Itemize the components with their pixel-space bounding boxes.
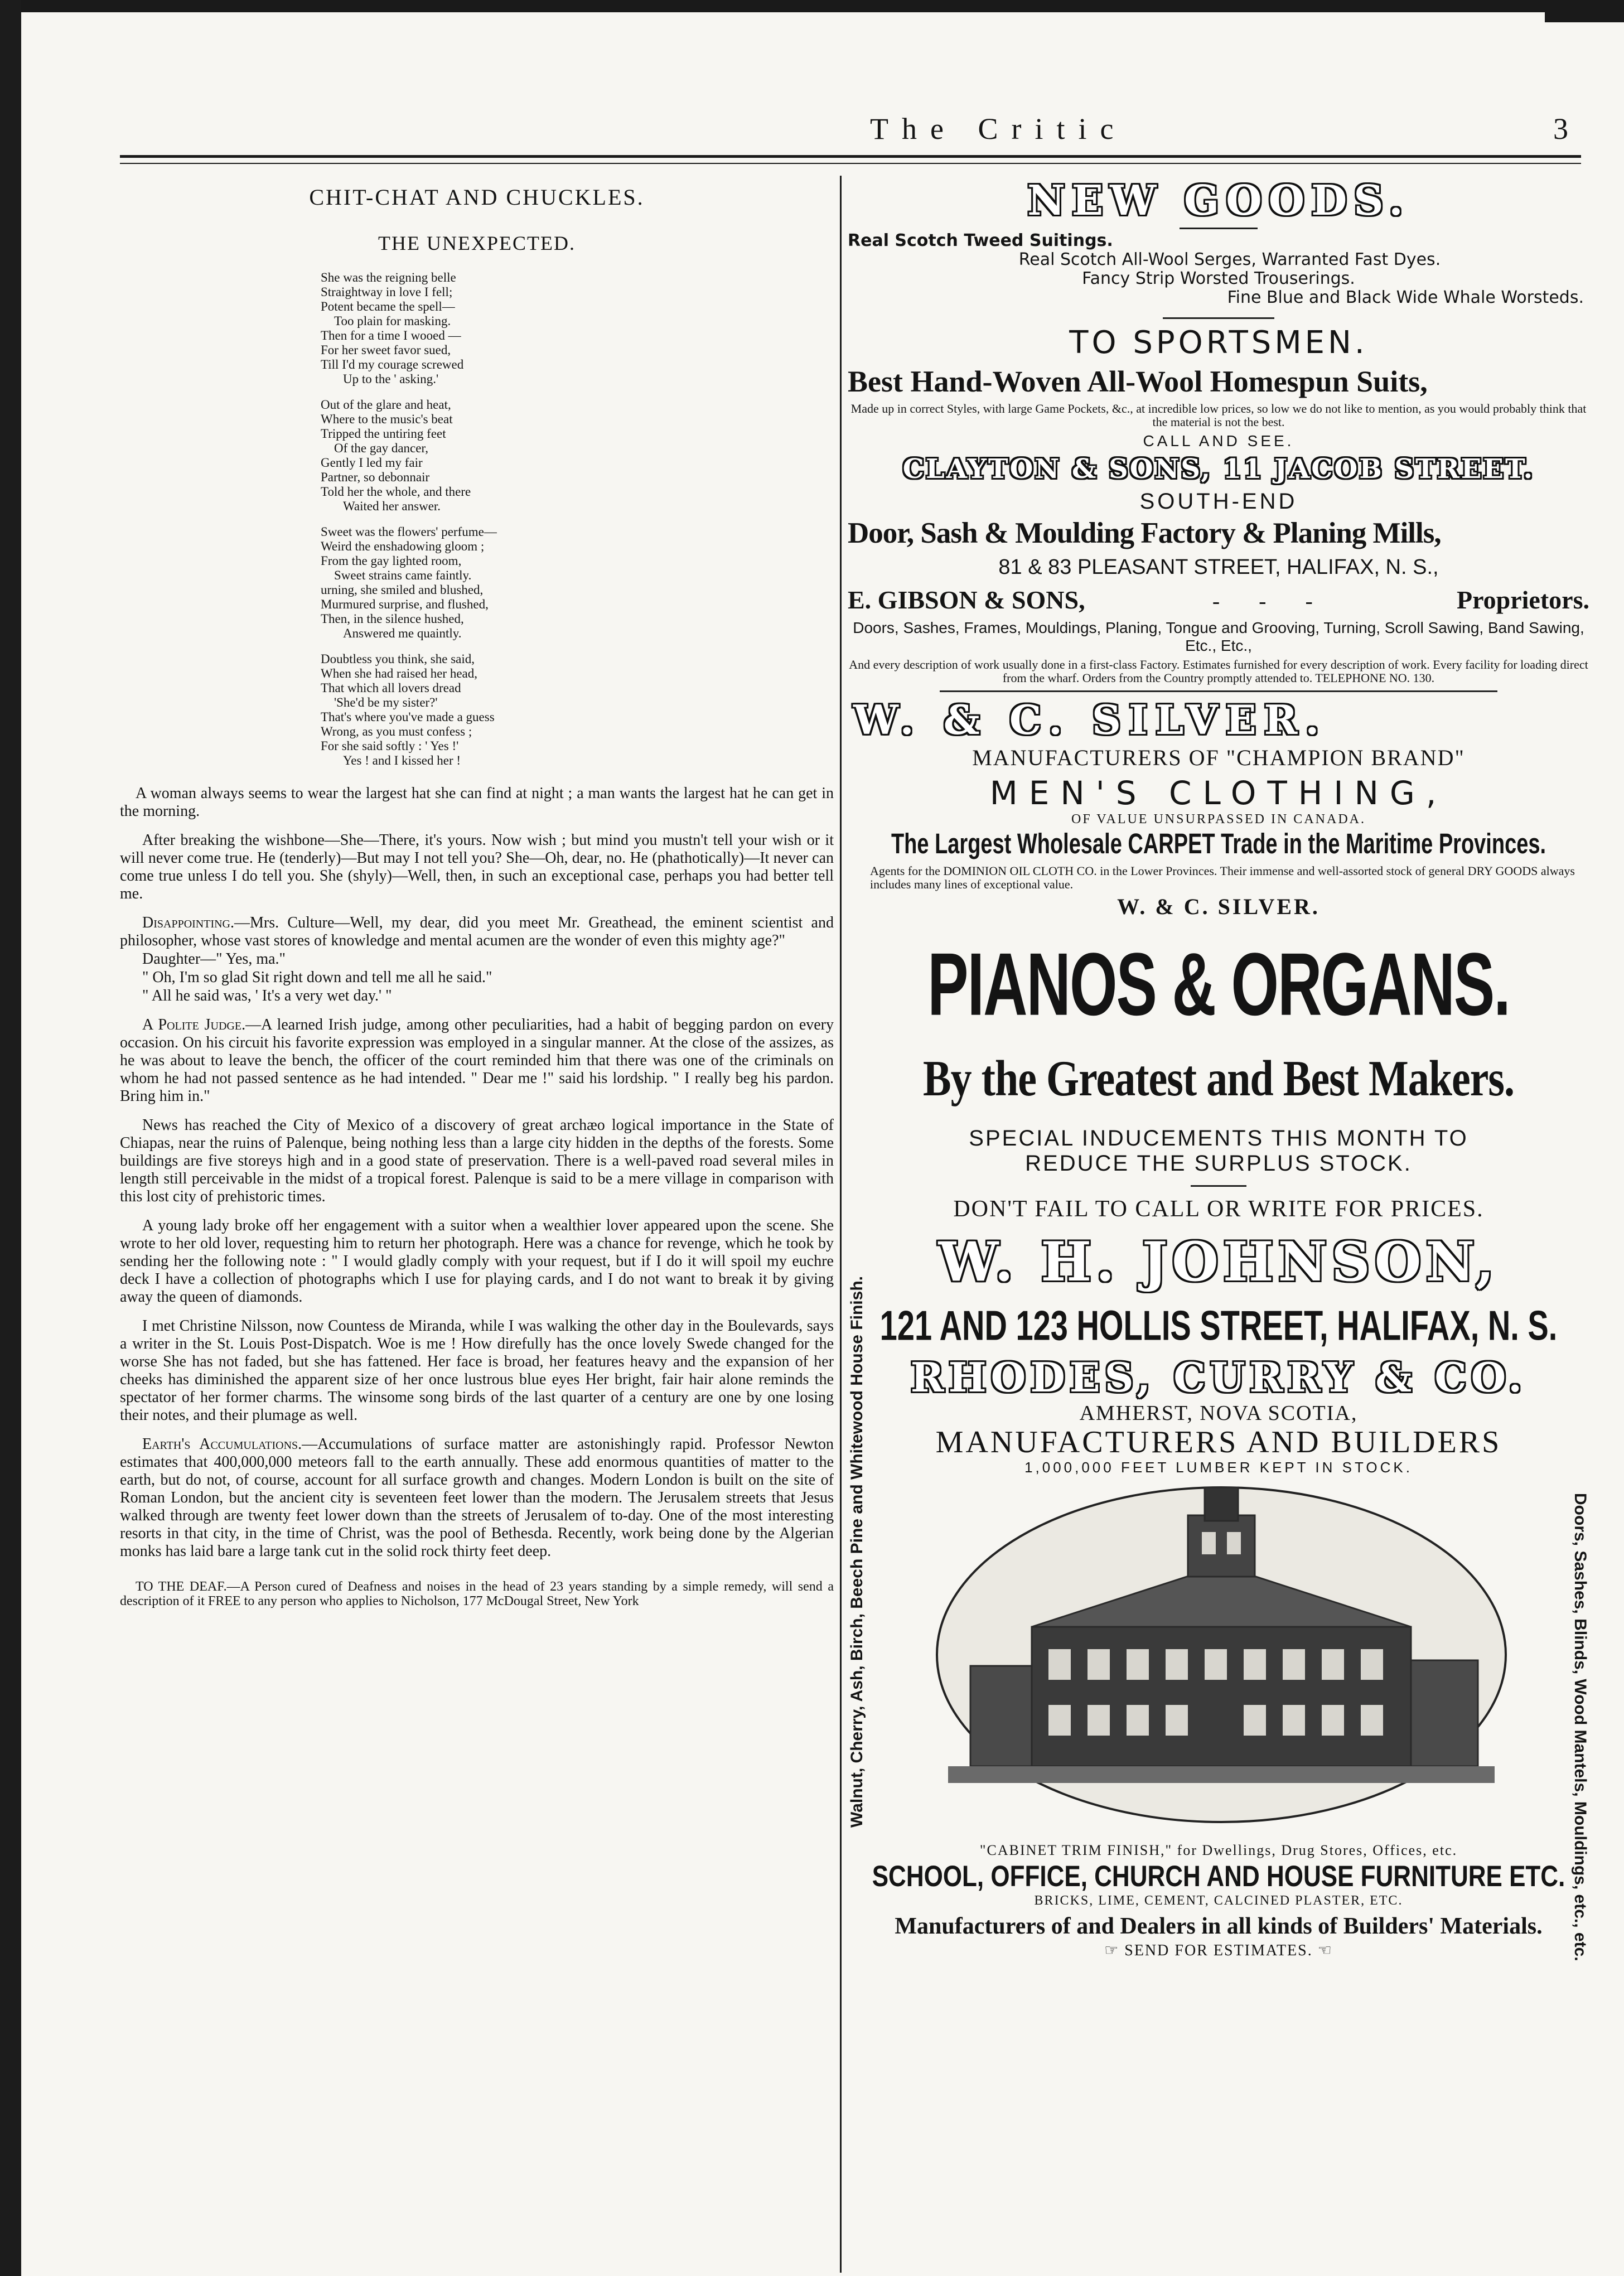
- lumber-stock: 1,000,000 FEET LUMBER KEPT IN STOCK.: [1024, 1459, 1413, 1476]
- paragraph-polite-judge: [120, 1016, 834, 1105]
- paragraph-nilsson: I met Christine Nilsson, now Countess de Miranda, while I was walking the other day in the Boulevards, says a writer in the St. Louis Post-Dispatch. Woe is me ! How direfully has the once lovely Swede changed for the worse She has not faded, but she has fattened. Her face is broad, her features heavy and the expansion of her cheeks has diminished the apparent size of her once lustrous blue eyes Her bright, fair hair alone reminds the spectator of her former charms. The winsome song birds of the last quarter of a century are one by one losing their notes, and their plumage as well.: [120, 1317, 834, 1424]
- hollis-address: 121 AND 123 HOLLIS STREET, HALIFAX, N. S.: [879, 1301, 1558, 1349]
- poem-stanza: [321, 525, 633, 641]
- send-estimates-label: SEND FOR ESTIMATES.: [1124, 1942, 1313, 1959]
- amherst-line: AMHERST, NOVA SCOTIA,: [1079, 1402, 1358, 1425]
- doors-sashes-vertical: Doors, Sashes, Blinds, Wood Mantels, Mouldings, etc., etc.: [1571, 1493, 1589, 1961]
- paragraph-hats: A woman always seems to wear the largest hat she can find at night ; a man wants the largest hat he can get in the morning.: [120, 785, 834, 820]
- paragraph-accumulations: [120, 1436, 834, 1560]
- header-rule-thin: [120, 163, 1581, 164]
- poem-line: Sweet was the flowers' perfume—: [321, 525, 497, 539]
- scan-top-gap: [0, 12, 1545, 22]
- dialogue-line: Daughter—" Yes, ma.": [142, 950, 286, 968]
- poem-line: Doubtless you think, she said,: [321, 652, 475, 666]
- silver-signature: W. & C. SILVER.: [1117, 894, 1320, 919]
- sportsmen-heading: TO SPORTSMEN.: [1069, 325, 1368, 361]
- divider: [1163, 317, 1274, 319]
- poem-line: Murmured surprise, and flushed,: [321, 597, 489, 611]
- goods-line: Real Scotch All-Wool Serges, Warranted Fast Dyes.: [1018, 250, 1441, 269]
- poem-line: Tripped the untiring feet: [321, 427, 446, 441]
- run-in-title: Earth's Accumulations.: [142, 1436, 302, 1453]
- poem-line: She was the reigning belle: [321, 270, 456, 284]
- gibson-line: [848, 585, 1589, 615]
- poem-line: Wrong, as you must confess ;: [321, 724, 472, 738]
- house-finish-vertical: Walnut, Cherry, Ash, Birch, Beech Pine and Whitewood House Finish.: [848, 1276, 866, 1828]
- column-rule: [840, 176, 842, 2273]
- champion-brand: MANUFACTURERS OF "CHAMPION BRAND": [972, 745, 1465, 770]
- poem-line: For her sweet favor sued,: [321, 343, 451, 357]
- page-number: 3: [1553, 112, 1568, 146]
- running-title: The Critic: [870, 112, 1127, 146]
- gibson-separator: - - -: [1212, 588, 1330, 613]
- goods-line: Fine Blue and Black Wide Whale Worsteds.: [1227, 288, 1584, 307]
- paragraph-text: —Accumulations of surface matter are astonishingly rapid. Professor Newton estimates that 400,000,000 meteors fall to the earth annually. These add enormous quantities of matter to the earth, but do not, of course, account for all surface growth and changes. Modern London is built on the site of Roman London, but the ancient city is seventeen feet lower than the modern. The Jerusalem streets that Jesus walked through are twenty feet lower down than the streets of Jerusalem of to-day. One of the most interesting resorts in that city, in the time of Christ, was the pool of Bethesda. Recently, work being done by the Algerian monks has laid bare a large tank cut in the solid rock thirty feet deep.: [120, 1436, 834, 1560]
- goods-line: Real Scotch Tweed Suitings.: [848, 231, 1113, 250]
- poem-line: Up to the ' asking.': [343, 372, 439, 386]
- clayton-address: CLAYTON & SONS, 11 JACOB STREET.: [902, 453, 1535, 485]
- poem-stanza: [321, 652, 633, 768]
- every-description: And every description of work usually done in a first-class Factory. Estimates furnished for every description of work. Every facility for loading direct from the wharf. Orders from the Country promptly attended to. TELEPHONE NO. 130.: [849, 658, 1588, 685]
- manufacturers-builders: MANUFACTURERS AND BUILDERS: [935, 1425, 1502, 1460]
- poem-line: Told her the whole, and there: [321, 485, 471, 499]
- call-and-see: CALL AND SEE.: [1143, 432, 1294, 450]
- poem-line: Then, in the silence hushed,: [321, 612, 464, 626]
- send-estimates: [848, 1941, 1589, 1960]
- dialogue-line: " Oh, I'm so glad Sit right down and tell me all he said.": [142, 969, 492, 986]
- run-in-title: A Polite Judge.: [142, 1016, 246, 1033]
- paragraph-disappointing: [120, 914, 834, 950]
- paragraph-text: —A learned Irish judge, among other peculiarities, had a habit of begging pardon on every occasion. On his circuit his favorite expression was employed in a singular manner. At the close of the assizes, as he was about to leave the bench, the officer of the court reminded him that there was one of the criminals on whom he had not passed sentence as he had intended. " Dear me !" said his lordship. " I really beg his pardon. Bring him in.": [120, 1016, 834, 1105]
- poem-line: Waited her answer.: [343, 499, 441, 513]
- school-furniture: SCHOOL, OFFICE, CHURCH AND HOUSE FURNITURE ETC.: [872, 1860, 1565, 1893]
- pointing-hand-icon: ☞: [1104, 1942, 1125, 1959]
- factory-illustration: [926, 1482, 1517, 1828]
- agents-text: Agents for the DOMINION OIL CLOTH CO. in the Lower Provinces. Their immense and well-assorted stock of general DRY GOODS always includes many lines of exceptional value.: [870, 864, 1575, 891]
- poem-line: For she said softly : ' Yes !': [321, 739, 459, 753]
- run-in-title: Disappointing.: [142, 914, 235, 931]
- poem-line: Potent became the spell—: [321, 299, 455, 313]
- proprietors-label: Proprietors.: [1456, 586, 1589, 614]
- divider: [1180, 228, 1258, 229]
- scan-left-border: [0, 0, 21, 2276]
- poem-line: Partner, so debonnair: [321, 470, 430, 484]
- paragraph-mexico: News has reached the City of Mexico of a discovery of great archæo logical importance in the State of Chiapas, near the ruins of Palenque, being nothing less than a large city hidden in the depths of the forests. Some buildings are five storeys high and in a good state of preservation. There is a well-paved road several miles in length still perceivable in the midst of a tropical forest. Palenque is said to be a mere village in comparison with this lost city of prehistoric times.: [120, 1117, 834, 1205]
- new-goods-heading: NEW GOODS.: [1027, 177, 1410, 225]
- poem-line: Where to the music's beat: [321, 412, 453, 426]
- pointing-hand-icon: ☜: [1312, 1942, 1333, 1959]
- poem-line: Sweet strains came faintly.: [334, 568, 472, 582]
- poem-line: Too plain for masking.: [334, 314, 451, 328]
- poem-line: Answered me quaintly.: [343, 626, 462, 640]
- pleasant-street-address: 81 & 83 PLEASANT STREET, HALIFAX, N. S.,: [998, 555, 1439, 579]
- left-column: [120, 178, 834, 1608]
- goods-line: Fancy Strip Worsted Trouserings.: [1082, 269, 1355, 288]
- silver-heading: W. & C. SILVER.: [853, 696, 1327, 743]
- south-end-heading: SOUTH-END: [1139, 489, 1298, 514]
- notice-deaf: TO THE DEAF.—A Person cured of Deafness and noises in the head of 23 years standing by a simple remedy, will send a description of it FREE to any person who applies to Nicholson, 177 McDougal Street, New York: [120, 1579, 834, 1608]
- door-factory-heading: Door, Sash & Moulding Factory & Planing Mills,: [848, 517, 1441, 549]
- rhodes-heading: RHODES, CURRY & CO.: [910, 1354, 1527, 1401]
- best-makers: By the Greatest and Best Makers.: [922, 1050, 1515, 1107]
- poem-line: From the gay lighted room,: [321, 554, 462, 568]
- poem-line: Straightway in love I fell;: [321, 285, 453, 299]
- poem-line: That's where you've made a guess: [321, 710, 495, 724]
- poem-line: Gently I led my fair: [321, 456, 423, 470]
- divider: [1191, 1185, 1246, 1187]
- poem: [321, 270, 633, 768]
- poem-line: Out of the glare and heat,: [321, 398, 451, 412]
- section-heading: CHIT-CHAT AND CHUCKLES.: [309, 185, 645, 210]
- poem-line: That which all lovers dread: [321, 681, 461, 695]
- poem-line: Till I'd my courage screwed: [321, 357, 464, 371]
- divider: [940, 690, 1497, 692]
- carpet-line: The Largest Wholesale CARPET Trade in the Maritime Provinces.: [891, 828, 1546, 861]
- poem-line: Weird the enshadowing gloom ;: [321, 539, 485, 553]
- poem-line: Of the gay dancer,: [334, 441, 428, 455]
- johnson-heading: W. H. JOHNSON,: [938, 1230, 1499, 1293]
- dont-fail-line: DON'T FAIL TO CALL OR WRITE FOR PRICES.: [953, 1196, 1484, 1222]
- homespun-line: Best Hand-Woven All-Wool Homespun Suits,: [848, 365, 1428, 398]
- poem-stanza: [321, 398, 633, 514]
- poem-line: Then for a time I wooed —: [321, 328, 461, 342]
- cabinet-trim-caption: "CABINET TRIM FINISH," for Dwellings, Drug Stores, Offices, etc.: [979, 1842, 1458, 1858]
- poem-line: 'She'd be my sister?': [334, 695, 438, 709]
- bricks-line: BRICKS, LIME, CEMENT, CALCINED PLASTER, ETC.: [1034, 1893, 1403, 1908]
- poem-line: urning, she smiled and blushed,: [321, 583, 484, 597]
- poem-line: When she had raised her head,: [321, 666, 477, 680]
- paragraph-photograph: A young lady broke off her engagement with a suitor when a wealthier lover appeared upon the scene. She wrote to her old lover, requesting him to return her photograph. Here was a chance for revenge, which he took by sending her the following note : " I would gladly comply with your request, but if I do it will spoil my euchre deck I have a collection of photographs which I use for playing cards, and I do not want to break it by giving away the queen of diamonds.: [120, 1217, 834, 1306]
- value-unsurpassed: OF VALUE UNSURPASSED IN CANADA.: [1071, 812, 1366, 827]
- paragraph-text: —Mrs. Culture—Well, my dear, did you meet Mr. Greathead, the eminent scientist and philosopher, whose vast stores of knowledge and mental acumen are the wonder of even this mighty age?": [120, 914, 834, 949]
- homespun-subtext: Made up in correct Styles, with large Game Pockets, &c., at incredible low prices, so low we do not like to mention, as you would probably think that the material is not the best.: [850, 402, 1587, 429]
- special-inducements-1: SPECIAL INDUCEMENTS THIS MONTH TO: [969, 1126, 1468, 1151]
- pianos-organs-heading: PIANOS & ORGANS.: [927, 935, 1510, 1035]
- dealers-line: Manufacturers of and Dealers in all kinds of Builders' Materials.: [895, 1913, 1543, 1939]
- mens-clothing: MEN'S CLOTHING,: [989, 774, 1448, 812]
- dialogue-line: " All he said was, ' It's a very wet day.' ": [142, 987, 392, 1004]
- right-column: [848, 178, 1589, 1960]
- poem-stanza: [321, 270, 633, 386]
- poem-line: Yes ! and I kissed her !: [343, 753, 461, 767]
- gibson-name: E. GIBSON & SONS,: [848, 586, 1085, 614]
- header-rule-thick: [120, 155, 1581, 158]
- paragraph-wishbone: After breaking the wishbone—She—There, it's yours. Now wish ; but mind you mustn't tell your wish or it will never come true. He (tenderly)—But may I not tell you? She—Oh, dear, no. He (phathotically)—It never can come true unless I do tell you. She (shyly)—Well, then, in such an exceptional case, perhaps you had better tell me.: [120, 832, 834, 902]
- poem-title: THE UNEXPECTED.: [378, 232, 576, 254]
- doors-services: Doors, Sashes, Frames, Mouldings, Planing, Tongue and Grooving, Turning, Scroll Sawing, Band Sawing, Etc., Etc.,: [853, 619, 1584, 654]
- special-inducements-2: REDUCE THE SURPLUS STOCK.: [1025, 1151, 1412, 1176]
